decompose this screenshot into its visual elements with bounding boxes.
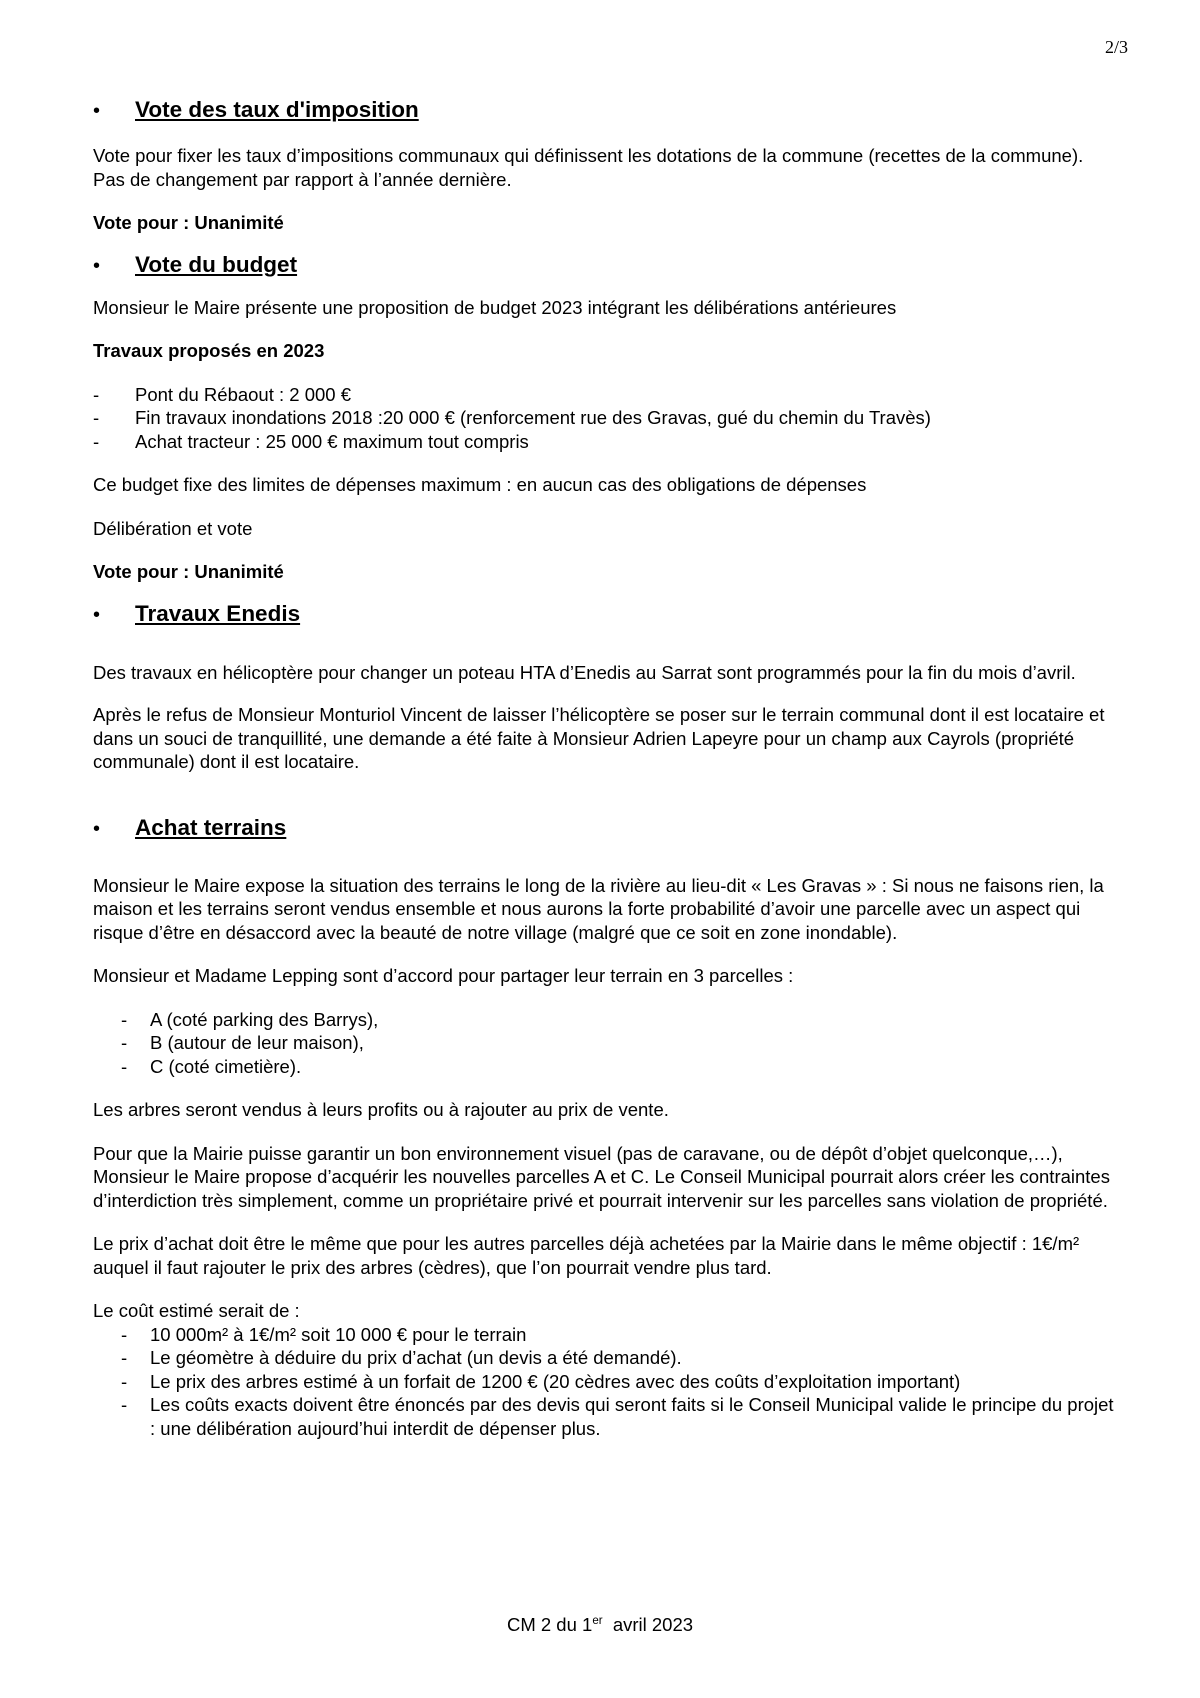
list-item: - Achat tracteur : 25 000 € maximum tout compris — [93, 430, 529, 452]
paragraph: Les arbres seront vendus à leurs profits ou à rajouter au prix de vente. — [93, 1099, 669, 1120]
section-heading-taux — [93, 96, 1118, 124]
list-item: - A (coté parking des Barrys), — [121, 1008, 379, 1030]
paragraph: Le prix d’achat doit être le même que pour les autres parcelles déjà achetées par la Mairie dans le même objectif : 1€/m² auquel il faut rajouter le prix des arbres (cèdres), que l’on pourrait vendre plus tard. — [93, 1233, 1080, 1278]
paragraph: Pour que la Mairie puisse garantir un bon environnement visuel (pas de caravane, ou de dépôt d’objet quelconque,…), Monsieur le Maire propose d’acquérir les nouvelles parcelles A et C. Le Conseil Municipal pourrait alors créer les contraintes d’interdiction très simplement, comme un propriétaire privé et pourrait intervenir sur les parcelles sans violation de propriété. — [93, 1142, 1110, 1211]
document-body — [93, 96, 1118, 1440]
travaux-list — [93, 383, 1118, 454]
dash-icon: - — [93, 407, 100, 428]
dash-icon: - — [121, 1032, 128, 1053]
paragraph: Monsieur le Maire expose la situation des terrains le long de la rivière au lieu-dit « Les Gravas » : Si nous ne faisons rien, la maison et les terrains seront vendus ensemble et nous aurons la forte probabilité d’avoir une parcelle avec un aspect qui risque d’être en désaccord avec la beauté de notre village (malgré que ce soit en zone inondable). — [93, 874, 1104, 943]
list-item: - Fin travaux inondations 2018 :20 000 € (renforcement rue des Gravas, gué du chemin du Travès) — [93, 407, 931, 428]
page-footer — [0, 1610, 1200, 1637]
paragraph: Ce budget fixe des limites de dépenses maximum : en aucun cas des obligations de dépenses — [93, 474, 867, 495]
section-heading-budget — [93, 251, 1118, 279]
footer-superscript: er — [592, 1615, 603, 1627]
dash-icon: - — [121, 1055, 128, 1077]
bullet-icon: • — [93, 254, 101, 277]
paragraph: Le coût estimé serait de : — [93, 1300, 300, 1321]
footer-prefix: CM 2 du 1 — [506, 1614, 593, 1635]
section-heading-enedis — [93, 600, 1118, 628]
bullet-icon: • — [93, 603, 101, 626]
paragraph: Après le refus de Monsieur Monturiol Vincent de laisser l’hélicoptère se poser sur le terrain communal dont il est locataire et dans un souci de tranquillité, une demande a été faite à Monsieur Adrien Lapeyre pour un champ aux Cayrols (propriété communale) dont il est locataire. — [93, 704, 1105, 772]
paragraph: Monsieur le Maire présente une proposition de budget 2023 intégrant les délibérations antérieures — [93, 296, 897, 318]
list-item: - Le prix des arbres estimé à un forfait de 1200 € (20 cèdres avec des coûts d’exploitation important) — [121, 1370, 961, 1392]
parcelles-list — [93, 1008, 1118, 1079]
list-item: - C (coté cimetière). — [121, 1055, 302, 1077]
dash-icon: - — [121, 1323, 128, 1345]
paragraph: Des travaux en hélicoptère pour changer un poteau HTA d’Enedis au Sarrat sont programmés pour la fin du mois d’avril. — [93, 661, 1076, 683]
dash-icon: - — [93, 430, 100, 452]
vote-result: Vote pour : Unanimité — [93, 561, 284, 582]
section-title: Achat terrains — [135, 814, 287, 840]
list-item: - 10 000m² à 1€/m² soit 10 000 € pour le terrain — [121, 1323, 527, 1345]
subheading: Travaux proposés en 2023 — [93, 340, 325, 361]
paragraph: Vote pour fixer les taux d’impositions communaux qui définissent les dotations de la commune (recettes de la commune). Pas de changement par rapport à l’année dernière. — [93, 145, 1084, 190]
section-title: Vote des taux d'imposition — [135, 97, 419, 122]
dash-icon: - — [121, 1370, 128, 1392]
footer-suffix: avril 2023 — [602, 1614, 694, 1635]
paragraph: Monsieur et Madame Lepping sont d’accord pour partager leur terrain en 3 parcelles : — [93, 965, 794, 986]
list-item: - Les coûts exacts doivent être énoncés par des devis qui seront faits si le Conseil Municipal valide le principe du projet : une délibération aujourd’hui interdit de dépenser plus. — [121, 1394, 1114, 1439]
list-item: - B (autour de leur maison), — [121, 1032, 364, 1053]
dash-icon: - — [121, 1347, 128, 1368]
dash-icon: - — [121, 1394, 128, 1415]
couts-list — [93, 1323, 1118, 1441]
dash-icon: - — [121, 1008, 128, 1030]
section-title: Vote du budget — [135, 251, 298, 277]
paragraph: Délibération et vote — [93, 517, 253, 539]
section-heading-terrains — [93, 814, 1118, 842]
list-item: - Pont du Rébaout : 2 000 € — [93, 383, 352, 405]
section-title: Travaux Enedis — [135, 600, 301, 626]
page-number: 2/3 — [1104, 37, 1128, 57]
bullet-icon: • — [93, 817, 101, 840]
bullet-icon: • — [93, 100, 101, 122]
list-item: - Le géomètre à déduire du prix d’achat (un devis a été demandé). — [121, 1347, 682, 1368]
vote-result: Vote pour : Unanimité — [93, 212, 284, 233]
dash-icon: - — [93, 383, 100, 405]
